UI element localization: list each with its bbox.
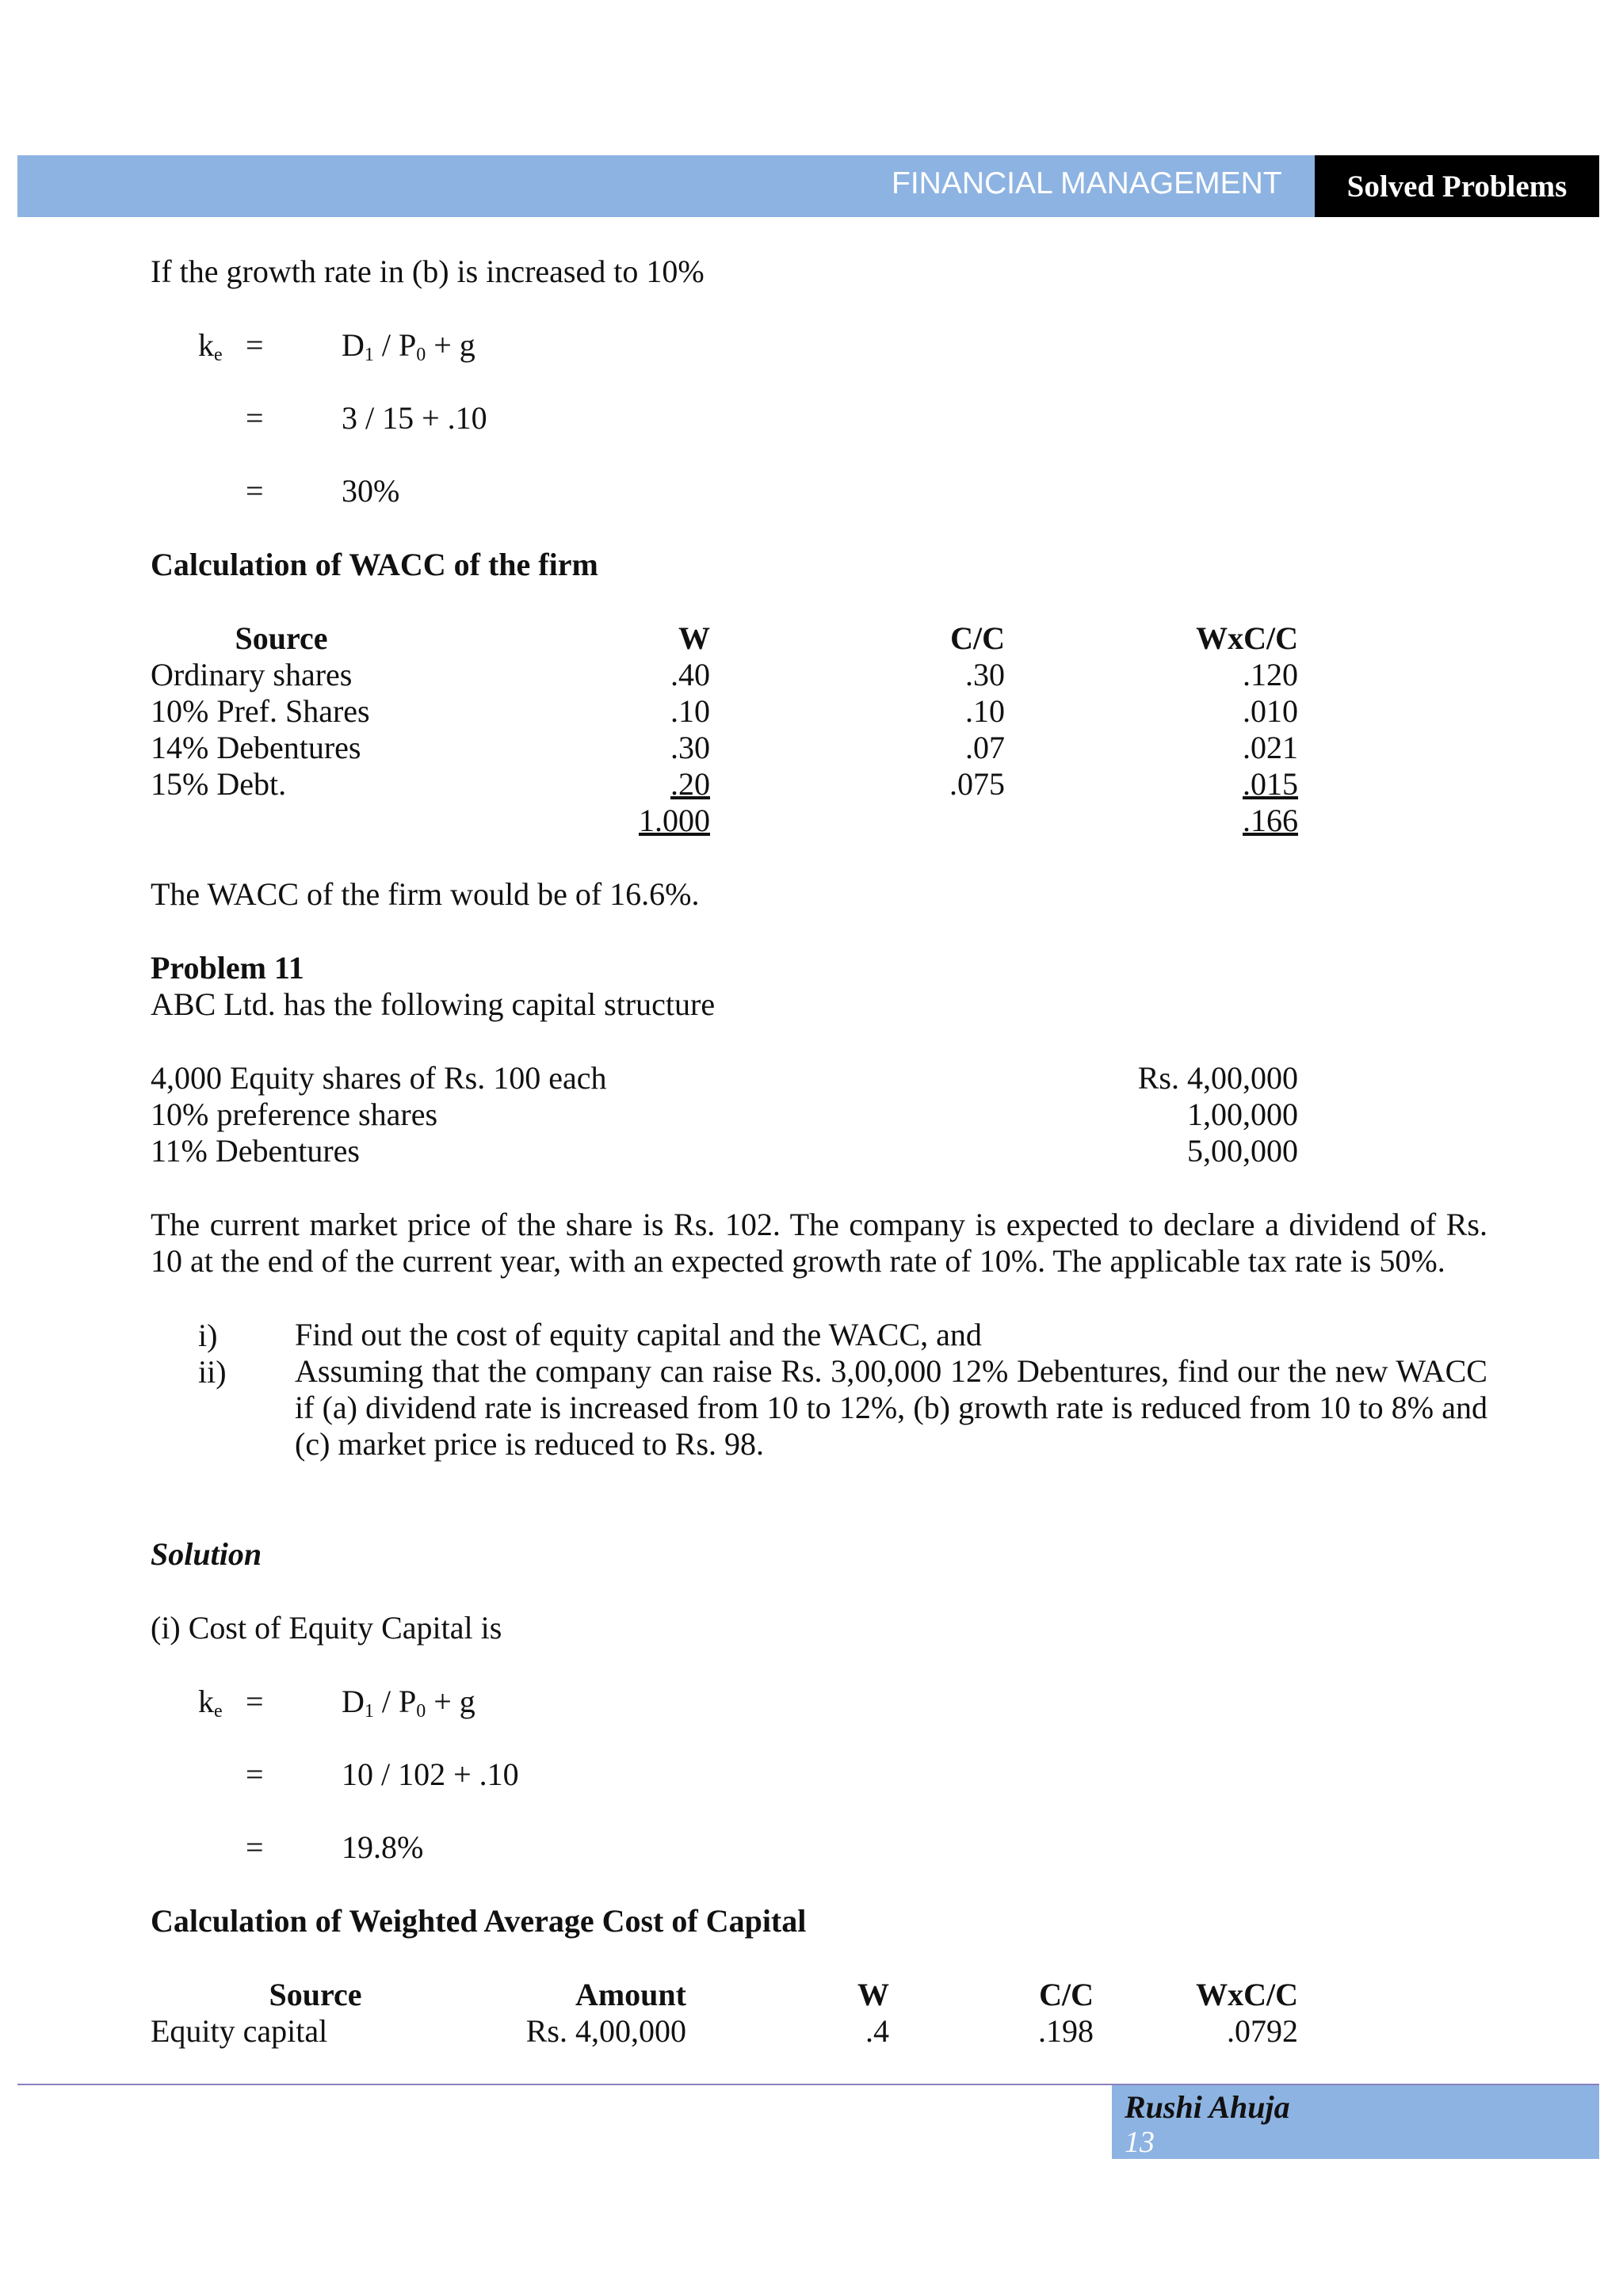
ke-substitution: 3 / 15 + .10 [342,400,487,436]
table-cell-amount: Rs. 4,00,000 [525,2013,686,2049]
solution-title: Solution [151,1536,262,1572]
list-item-number: ii) [198,1354,227,1390]
list-item-text: Assuming that the company can raise Rs. 3,00,000 12% Debentures, find our the new WACC if (a) dividend rate is increased from 10 to 12%, (b) growth rate is reduced from 10 to 8% and (c) market price is reduced to Rs. 98. [295,1353,1487,1462]
capital-item-label: 10% preference shares [151,1097,438,1132]
capital-item-value: 5,00,000 [1187,1133,1298,1169]
equals-sign: = [246,1756,264,1792]
table-cell-cc: .10 [965,693,1005,729]
table-total-w: 1.000 [639,803,710,838]
capital-item-label: 11% Debentures [151,1133,360,1169]
equals-sign: = [246,400,264,436]
ke-substitution: 10 / 102 + .10 [342,1756,519,1792]
column-header: W [678,620,710,656]
header-section-label: Solved Problems [1315,155,1599,217]
footer-author: Rushi Ahuja [1125,2089,1290,2125]
table-cell-cc: .30 [965,657,1005,692]
cost-equity-intro: (i) Cost of Equity Capital is [151,1610,502,1646]
table-cell-wcc: .015 [1243,766,1298,802]
table-cell-wcc: .021 [1243,730,1298,765]
table-cell-source: 15% Debt. [151,766,287,802]
table-cell-w: .40 [670,657,710,692]
equals-sign: = [246,473,264,509]
table-cell-cc: .075 [949,766,1005,802]
column-header: WxC/C [1196,1977,1298,2012]
ke-formula: $D_1 / P_0 + g$ [342,327,475,365]
capital-item-value: 1,00,000 [1187,1097,1298,1132]
table-cell-cc: .07 [965,730,1005,765]
table-cell-source: 10% Pref. Shares [151,693,370,729]
column-header: WxC/C [1196,620,1298,656]
table-cell-source: 14% Debentures [151,730,361,765]
problem-title: Problem 11 [151,950,304,986]
equals-sign: = [246,327,264,363]
capital-item-label: 4,000 Equity shares of Rs. 100 each [151,1060,607,1096]
table-total-wcc: .166 [1243,803,1298,838]
column-header: W [857,1977,889,2012]
ke-symbol: $k_e$ [198,327,223,365]
table-cell-w: .4 [865,2013,889,2049]
ke-formula: $D_1 / P_0 + g$ [342,1684,475,1722]
capital-item-value: Rs. 4,00,000 [1137,1060,1298,1096]
equals-sign: = [246,1829,264,1865]
table-cell-w: .20 [670,766,710,802]
table-cell-source: Equity capital [151,2013,328,2049]
table-cell-cc: .198 [1038,2013,1094,2049]
column-header: Source [235,620,328,656]
equals-sign: = [246,1684,264,1719]
column-header: Amount [575,1977,686,2012]
problem-description: The current market price of the share is Rs. 102. The company is expected to declare a dividend of Rs. 10 at the end of the current year, with an expected growth rate of 10%. The applicable tax rate is 50%. [151,1207,1487,1279]
ke-result: 30% [342,473,400,509]
table-cell-w: .30 [670,730,710,765]
list-item-text: Find out the cost of equity capital and the WACC, and [295,1317,982,1352]
table-cell-wcc: .010 [1243,693,1298,729]
page-number: 13 [1125,2126,1155,2159]
wacc-conclusion: The WACC of the firm would be of 16.6%. [151,876,700,912]
table-cell-source: Ordinary shares [151,657,353,692]
table-cell-w: .10 [670,693,710,729]
growth-intro: If the growth rate in (b) is increased to 10% [151,254,705,289]
table-cell-wcc: .120 [1243,657,1298,692]
list-item-number: i) [198,1318,218,1353]
header-title: FINANCIAL MANAGEMENT [892,166,1282,200]
column-header: C/C [950,620,1005,656]
section-heading: Calculation of Weighted Average Cost of Capital [151,1903,807,1939]
ke-result: 19.8% [342,1829,424,1865]
column-header: Source [269,1977,362,2012]
section-heading: Calculation of WACC of the firm [151,547,598,582]
problem-intro: ABC Ltd. has the following capital structure [151,986,716,1022]
column-header: C/C [1039,1977,1094,2012]
table-cell-wcc: .0792 [1227,2013,1298,2049]
ke-symbol: $k_e$ [198,1684,223,1722]
